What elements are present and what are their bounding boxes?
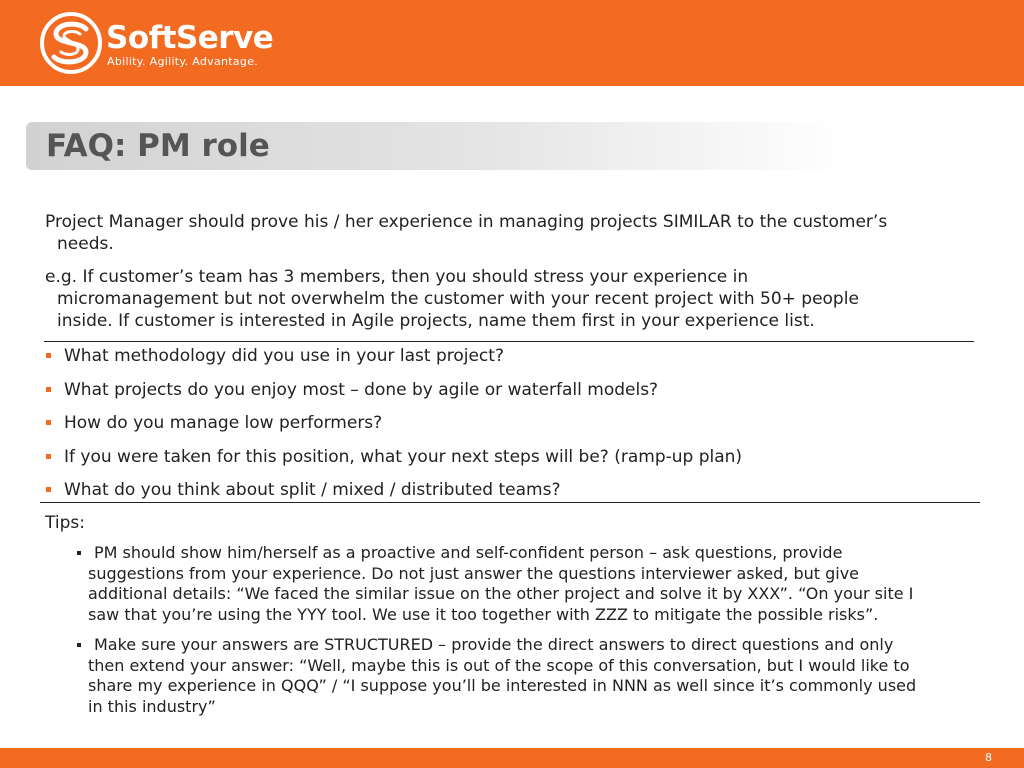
list-item bbox=[45, 410, 980, 444]
divider-top bbox=[44, 341, 974, 342]
question-text: If you were taken for this position, what your next steps will be? (ramp-up plan) bbox=[64, 446, 743, 467]
page-title: FAQ: PM role bbox=[46, 128, 270, 164]
intro-p2-line2: micromanagement but not overwhelm the customer with your recent project with 50+ people bbox=[57, 289, 859, 309]
intro-paragraph-1 bbox=[45, 211, 980, 255]
question-text: What do you think about split / mixed / distributed teams? bbox=[64, 480, 561, 500]
header-bar bbox=[0, 0, 1024, 86]
intro-p2-line1: e.g. If customer’s team has 3 members, then you should stress your experience in bbox=[45, 267, 749, 287]
square-bullet-icon bbox=[77, 551, 81, 555]
tip-2-line1: Make sure your answers are STRUCTURED – provide the direct answers to direct questions and only bbox=[94, 635, 894, 654]
question-text: What projects do you enjoy most – done by agile or waterfall models? bbox=[64, 379, 659, 400]
list-item bbox=[45, 343, 980, 377]
divider-bottom bbox=[40, 502, 980, 503]
tips-label: Tips: bbox=[45, 513, 85, 533]
question-list bbox=[45, 343, 980, 511]
intro-p2-line3: inside. If customer is interested in Agile projects, name them first in your experience list. bbox=[57, 311, 815, 331]
softserve-s-icon bbox=[40, 12, 102, 74]
tip-1-line4: saw that you’re using the YYY tool. We use it too together with ZZZ to mitigate the possible risks”. bbox=[88, 604, 879, 624]
logo-tagline: Ability. Agility. Advantage. bbox=[107, 55, 259, 68]
bullet-icon bbox=[46, 353, 51, 358]
list-item bbox=[45, 377, 980, 411]
tip-1-line3: additional details: “We faced the similar issue on the other project and solve it by XXX”. “On your site I bbox=[88, 584, 914, 603]
tip-2 bbox=[88, 635, 983, 717]
footer-bar bbox=[0, 748, 1024, 768]
bullet-icon bbox=[46, 454, 51, 459]
logo-name: SoftServe bbox=[106, 20, 274, 56]
intro-p1-line1: Project Manager should prove his / her experience in managing projects SIMILAR to the customer’s bbox=[45, 212, 888, 232]
question-text: What methodology did you use in your last project? bbox=[64, 346, 504, 366]
intro-paragraph-2 bbox=[45, 266, 980, 332]
bullet-icon bbox=[46, 387, 51, 392]
tip-2-line4: in this industry” bbox=[88, 696, 216, 716]
list-item bbox=[45, 444, 980, 478]
tip-2-line3: share my experience in QQQ” / “I suppose you’ll be interested in NNN as well since it’s commonly used bbox=[88, 676, 917, 695]
page-number: 8 bbox=[985, 751, 992, 764]
intro-p1-line2: needs. bbox=[57, 234, 114, 254]
tip-2-line2: then extend your answer: “Well, maybe this is out of the scope of this conversation, but I would like to bbox=[88, 655, 910, 675]
tip-1 bbox=[88, 543, 983, 625]
tip-1-line1: PM should show him/herself as a proactive and self-confident person – ask questions, provide bbox=[94, 543, 843, 562]
list-item bbox=[45, 477, 980, 511]
square-bullet-icon bbox=[77, 643, 81, 647]
question-text: How do you manage low performers? bbox=[64, 413, 383, 433]
tip-1-line2: suggestions from your experience. Do not just answer the questions interviewer asked, but give bbox=[88, 563, 860, 583]
bullet-icon bbox=[46, 420, 51, 425]
bullet-icon bbox=[46, 487, 51, 492]
